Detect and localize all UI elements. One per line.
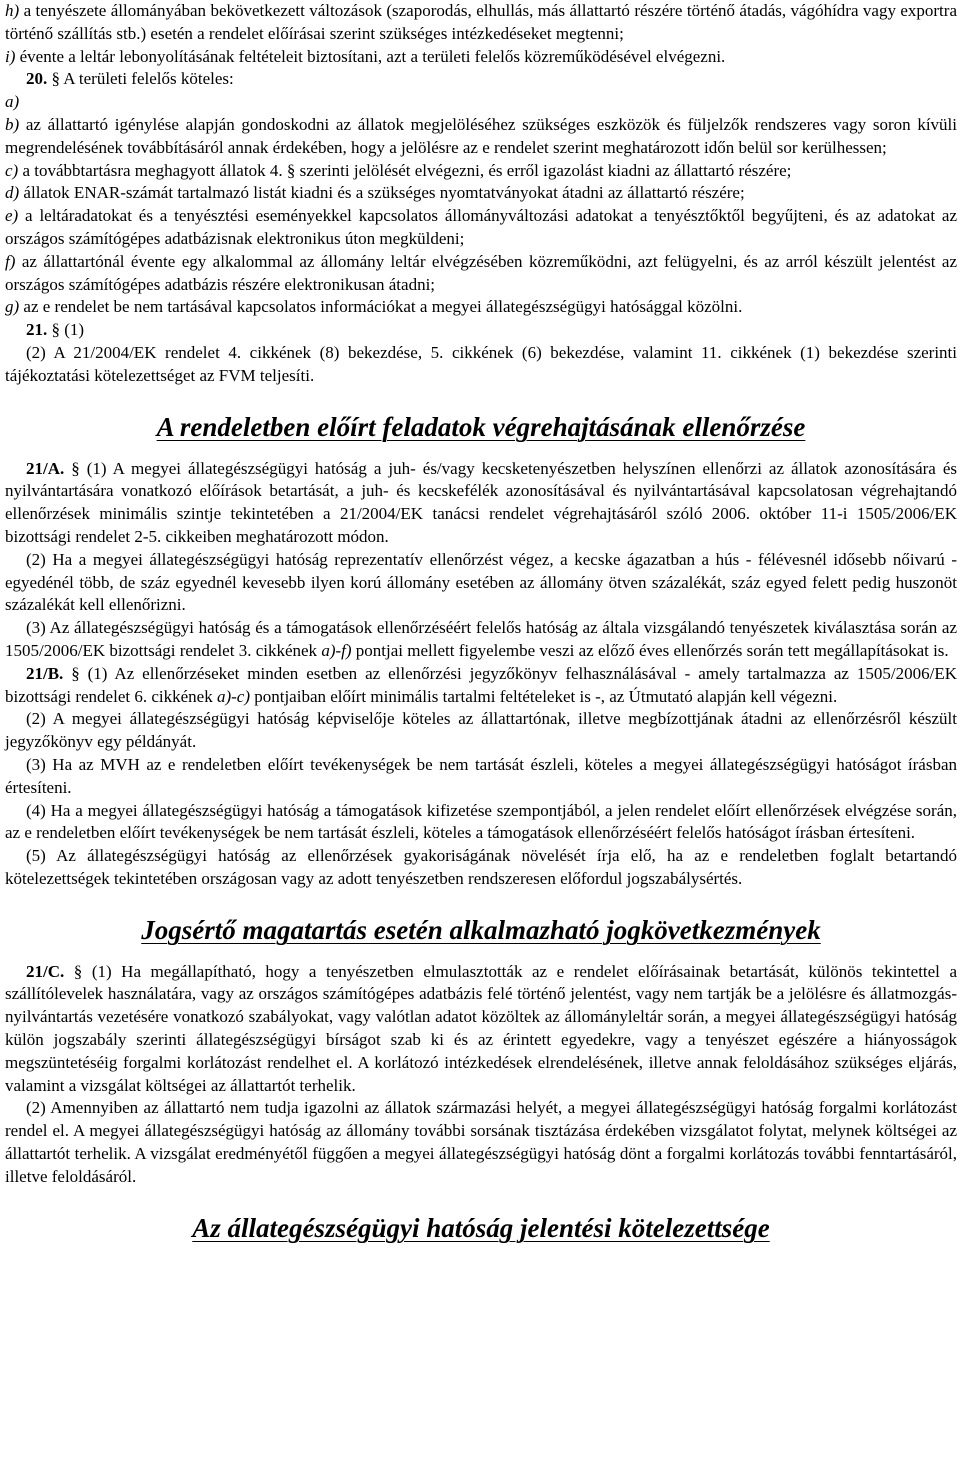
heading-jelentesi-kotelezettseg: Az állategészségügyi hatóság jelentési kötelezettsége: [192, 1212, 770, 1243]
section-21-p1: [5, 319, 957, 342]
spacer: [5, 1189, 957, 1211]
paragraph-text: § (1) Ha megállapítható, hogy a tenyészetben elmulasztották az e rendelet előírásainak betartását, különös tekintettel a szállítólevelek használatára, vagy az országos számítógépes adatbázis felé történő jelentést, vagy nem tartják be a jelölésre és állatmozgás-nyilvántartás vezetésére vonatkozó szabályokat, vagy valótlan adatot közöltek az állományleltár során, a megyei állategészségügyi hatóság külön jogszabály szerinti állategészségügyi bírságot szab ki és az érintett egyedekre, vagy a tenyészet egészére a hiányosságok megszüntetéséig forgalmi korlátozást rendelhet el. A korlátozó intézkedések elrendelésének, illetve annak feloldásához szükséges eljárás, valamint a vizsgálat költségei az állattartót terhelik.: [5, 961, 957, 1095]
section-21A-p3: [5, 617, 957, 663]
item-text: az állattartónál évente egy alkalommal az állomány leltár elvégzésében közreműködni, azt felügyelni, és az arról készült jelentést az országos számítógépes adatbázis részére elektronikusan átadni;: [5, 251, 957, 294]
item-text: évente a leltár lebonyolításának feltételeit biztosítani, azt a területi felelős közreműködésével elvégezni.: [15, 46, 726, 66]
item-label: d): [5, 183, 20, 203]
paragraph-text: pontjaiban előírt minimális tartalmi feltételeket is -, az Útmutató alapján kell végezni.: [249, 686, 838, 706]
item-text: a továbbtartásra meghagyott állatok 4. § szerinti jelölését elvégezni, és erről igazolást kiadni az állattartó részére;: [18, 160, 792, 180]
section-number: 21/A.: [26, 458, 65, 478]
spacer: [5, 444, 957, 458]
item-i: [5, 46, 957, 69]
section-21B-p5: (5) Az állategészségügyi hatóság az ellenőrzések gyakoriságának növelését írja elő, ha az e rendeletben foglalt betartandó kötelezettségek tekintetében országosan vagy az adott tenyészetben rendszeresen előfordul jogszabálysértés.: [5, 846, 957, 888]
item-label: g): [5, 297, 20, 317]
document-page: [5, 0, 957, 1245]
paragraph-text: pontjai mellett figyelembe veszi az előző éves ellenőrzés során tett megállapításokat is.: [351, 640, 949, 660]
section-number: 21/B.: [26, 663, 64, 683]
item-20-f: [5, 251, 957, 297]
item-label: c): [5, 160, 19, 180]
section-21A-p1: [5, 458, 957, 549]
section-21C-p1: [5, 961, 957, 1098]
item-20-d: [5, 182, 957, 205]
heading-jogkovetkezmenyek: Jogsértő magatartás esetén alkalmazható jogkövetkezmények: [141, 914, 821, 945]
section-21B-p3: (3) Ha az MVH az e rendeletben előírt tevékenységek be nem tartását észleli, köteles a megyei állategészségügyi hatóságot írásban értesíteni.: [5, 754, 957, 797]
item-label: a): [5, 92, 20, 112]
item-label: e): [5, 206, 19, 226]
point-range: a)-c): [216, 686, 250, 706]
item-label: b): [5, 114, 20, 134]
item-text: az állattartó igénylése alapján gondoskodni az állatok megjelöléséhez szükséges eszközök és füljelzők rendszeres vagy soron kívüli megrendelésének továbbításáról annak érdekében, hogy a jelölésre az e rendelet szerint meghatározott időn belül sor kerülhessen;: [5, 114, 957, 157]
item-20-a: [5, 91, 957, 114]
section-21B-p1: [5, 663, 957, 709]
item-label: i): [5, 46, 16, 66]
item-label: f): [5, 251, 16, 271]
item-20-b: [5, 114, 957, 160]
section-21A-p2: (2) Ha a megyei állategészségügyi hatóság reprezentatív ellenőrzést végez, a kecske ágazatban a hús - félévesnél idősebb nőivarú - egyedénél több, de száz egyednél kevesebb ilyen korú állomány esetében az állomány ötven százalékát, száz egyed felett pedig huszonöt százalékát kell ellenőrizni.: [5, 549, 957, 615]
paragraph-text: § (1) A megyei állategészségügyi hatóság a juh- és/vagy kecsketenyészetben helyszínen ellenőrzi az állatok azonosítására és nyilvántartására vonatkozó előírások betartását, a juh- és kecskefélék azonosításával és nyilvántartásával kapcsolatosan végrehajtandó ellenőrzések minimális szintje tekintetében a 21/2004/EK tanácsi rendelet végrehajtásáról szóló 2006. október 11-i 1505/2006/EK bizottsági rendelet 2-5. cikkeiben meghatározott módon.: [5, 458, 957, 546]
section-21B-p4: (4) Ha a megyei állategészségügyi hatóság a támogatások kifizetése szempontjából, a jelen rendelet előírt ellenőrzések elvégzése során, az e rendeletben előírt tevékenységek be nem tartását észleli, köteles a támogatások ellenőrzéséért felelős hatóságot írásban értesíteni.: [5, 800, 957, 843]
item-text: állatok ENAR-számát tartalmazó listát kiadni és a szükséges nyomtatványokat átadni az állattartó részére;: [19, 183, 745, 203]
item-20-e: [5, 205, 957, 251]
section-20-title: § A területi felelős köteles:: [47, 69, 234, 89]
paragraph-text: § (1): [47, 320, 85, 340]
spacer: [5, 388, 957, 410]
spacer: [5, 947, 957, 961]
paragraph-text: (3) Az állategészségügyi hatóság és a támogatások ellenőrzéséért felelős hatóság az általa vizsgálandó tenyészetek kiválasztása során az 1505/2006/EK bizottsági rendelet 3. cikkének: [5, 618, 957, 660]
section-20-heading: [5, 68, 957, 91]
item-20-g: [5, 296, 957, 319]
spacer: [5, 891, 957, 913]
point-range: a)-f): [321, 640, 352, 660]
item-text: a leltáradatokat és a tenyésztési eseményekkel kapcsolatos állományváltozási adatokat a tenyésztőktől begyűjteni, és az adatokat az országos számítógépes adatbázisnak elektronikus úton megküldeni;: [5, 206, 957, 248]
item-h: [5, 0, 957, 46]
section-21C-p2: (2) Amennyiben az állattartó nem tudja igazolni az állatok származási helyét, a megyei állategészségügyi hatóság forgalmi korlátozást rendel el. A megyei állategészségügyi hatóság az állomány további sorsának tisztázása érdekében vizsgálatot folytat, melynek költségei az állattartót terhelik. A vizsgálat eredményétől függően a megyei állategészségügyi hatóság dönt a forgalmi korlátozás további fenntartásáról, illetve feloldásáról.: [5, 1098, 957, 1186]
section-21B-p2: (2) A megyei állategészségügyi hatóság képviselője köteles az állattartónak, illetve megbízottjának átadni az ellenőrzésről készült jegyzőkönyv egy példányát.: [5, 709, 957, 752]
section-number: 21.: [26, 320, 48, 340]
section-number: 21/C.: [26, 961, 65, 981]
item-text: az e rendelet be nem tartásával kapcsolatos információkat a megyei állategészségügyi hatósággal közölni.: [19, 297, 743, 317]
item-label: h): [5, 1, 20, 20]
item-text: a tenyészete állományában bekövetkezett változások (szaporodás, elhullás, más állattartó részére történő átadás, vágóhídra vagy exportra történő szállítás stb.) esetén a rendelet előírásai szerint szükséges intézkedéseket megtenni;: [5, 1, 957, 43]
section-number: 20.: [26, 69, 48, 89]
section-21-p2: (2) A 21/2004/EK rendelet 4. cikkének (8) bekezdése, 5. cikkének (6) bekezdése, valamint 11. cikkének (1) bekezdése szerinti tájékoztatási kötelezettséget az FVM teljesíti.: [5, 342, 957, 385]
heading-ellenorzes: A rendeletben előírt feladatok végrehajtásának ellenőrzése: [156, 411, 806, 442]
item-20-c: [5, 160, 957, 183]
paragraph-text: § (1) Az ellenőrzéseket minden esetben az ellenőrzési jegyzőkönyv felhasználásával - amely tartalmazza az 1505/2006/EK bizottsági rendelet 6. cikkének: [5, 663, 957, 706]
